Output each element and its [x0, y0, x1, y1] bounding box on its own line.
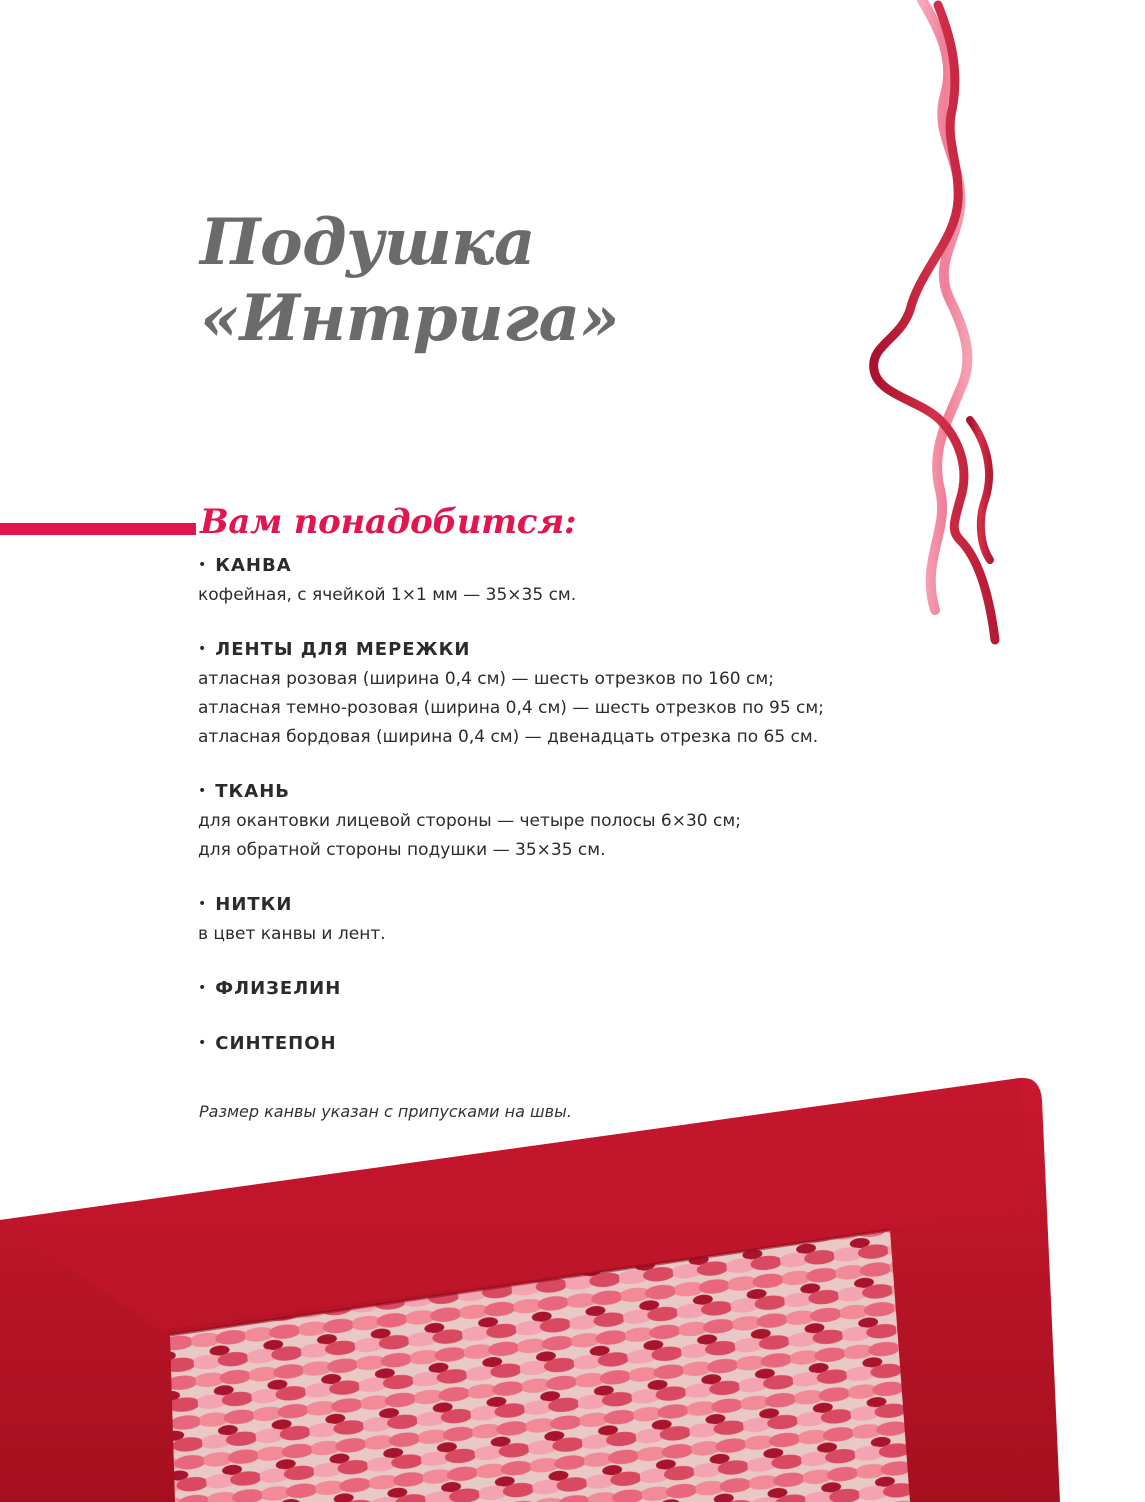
- material-name: СИНТЕПОН: [215, 1033, 337, 1054]
- accent-bar: [0, 523, 196, 535]
- material-detail: атласная розовая (ширина 0,4 см) — шесть отрезков по 160 см;: [198, 669, 774, 689]
- material-name: ТКАНЬ: [215, 781, 290, 802]
- material-item-canvas: [198, 552, 898, 610]
- material-detail: для окантовки лицевой стороны — четыре полосы 6×30 см;: [198, 811, 741, 831]
- pillow-photo: [0, 1070, 1145, 1502]
- materials-list: [198, 552, 898, 1085]
- material-item-threads: [198, 891, 898, 949]
- bullet-icon: •: [198, 980, 208, 996]
- material-detail: атласная бордовая (ширина 0,4 см) — двенадцать отрезка по 65 см.: [198, 727, 819, 747]
- material-detail: в цвет канвы и лент.: [198, 924, 386, 944]
- bullet-icon: •: [198, 641, 208, 657]
- material-detail: для обратной стороны подушки — 35×35 см.: [198, 840, 606, 860]
- material-detail: кофейная, с ячейкой 1×1 мм — 35×35 см.: [198, 585, 577, 605]
- material-item-padding: [198, 1030, 898, 1059]
- material-item-ribbons: [198, 636, 898, 752]
- material-name: КАНВА: [215, 555, 292, 576]
- section-heading: Вам понадобится:: [200, 502, 577, 542]
- material-item-interfacing: [198, 975, 898, 1004]
- material-detail: атласная темно-розовая (ширина 0,4 см) — шесть отрезков по 95 см;: [198, 698, 824, 718]
- material-item-fabric: [198, 778, 898, 865]
- title-line-1: Подушка: [200, 205, 535, 280]
- bullet-icon: •: [198, 557, 208, 573]
- page-title: [200, 205, 619, 356]
- footnote: Размер канвы указан с припусками на швы.: [199, 1102, 572, 1121]
- material-name: ФЛИЗЕЛИН: [215, 978, 342, 999]
- material-name: НИТКИ: [215, 894, 293, 915]
- bullet-icon: •: [198, 1035, 208, 1051]
- bullet-icon: •: [198, 783, 208, 799]
- title-line-2: «Интрига»: [200, 280, 620, 356]
- bullet-icon: •: [198, 896, 208, 912]
- material-name: ЛЕНТЫ ДЛЯ МЕРЕЖКИ: [215, 639, 471, 660]
